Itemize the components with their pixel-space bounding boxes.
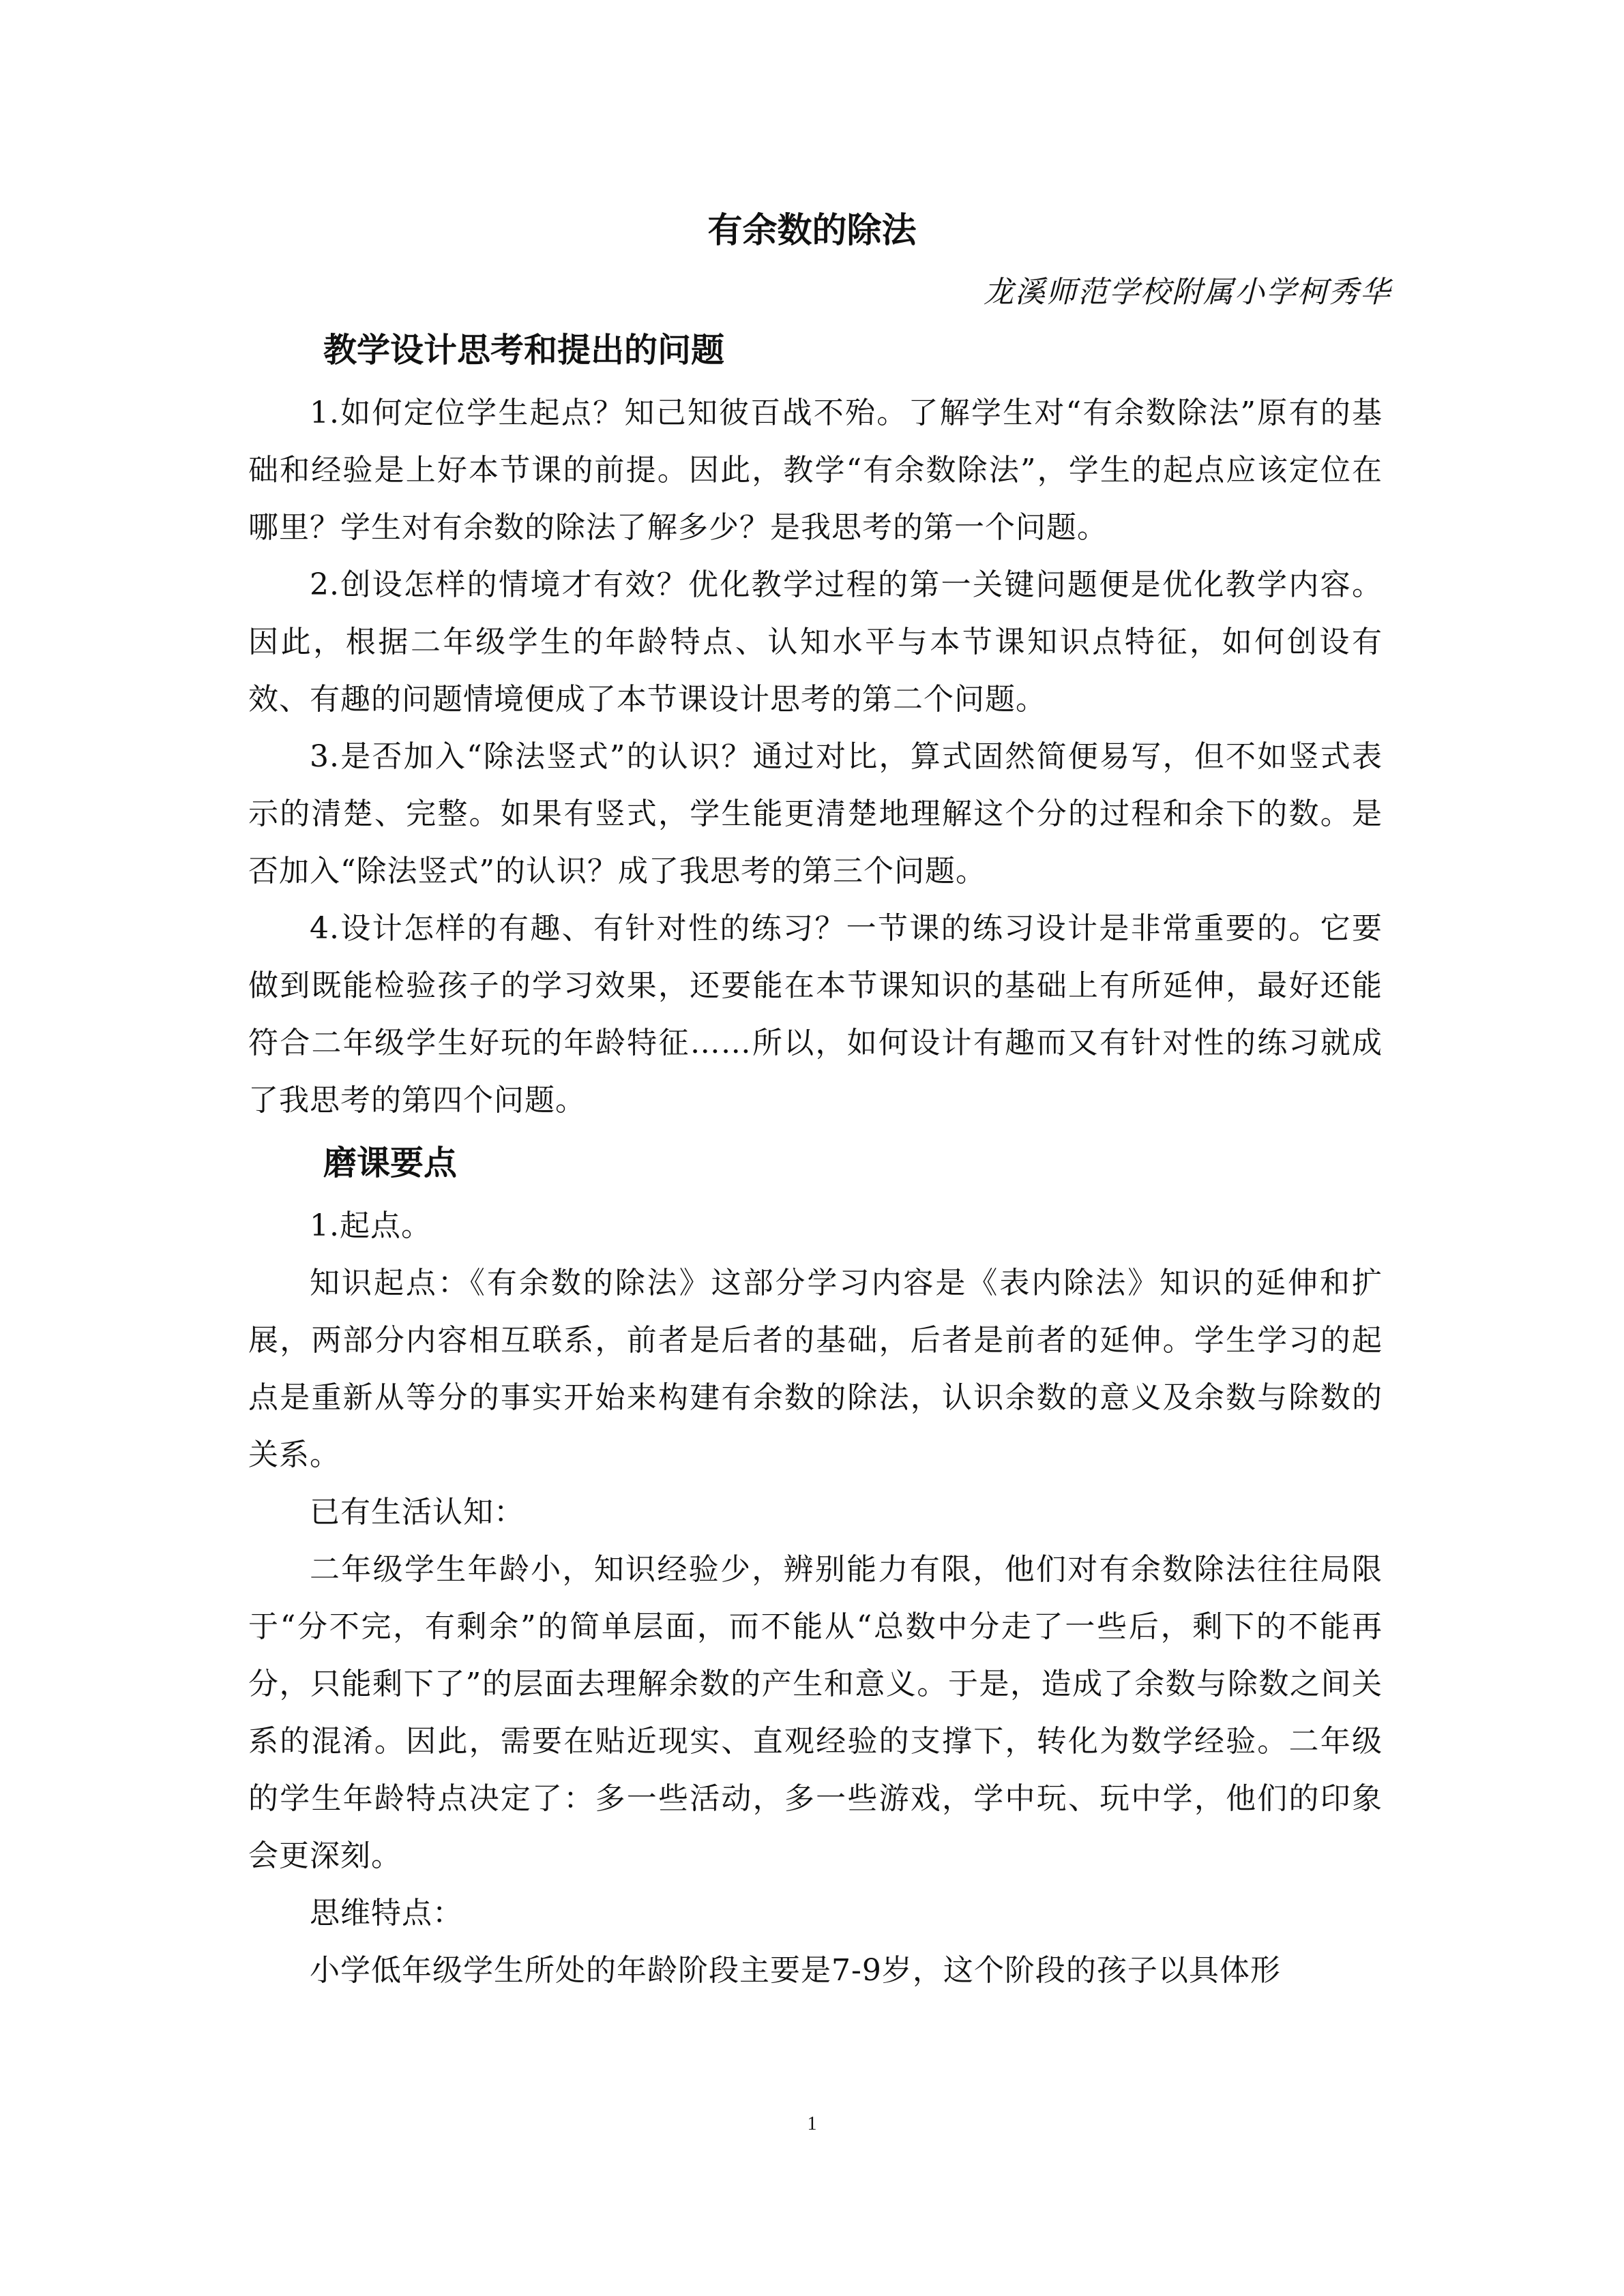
paragraph: 3.是否加入“除法竖式”的认识？通过对比，算式固然简便易写，但不如竖式表示的清楚、完整。如果有竖式，学生能更清楚地理解这个分的过程和余下的数。是否加入“除法竖式”的认识？成了我思考的第三个问题。 [248,739,1383,889]
paragraph: 4.设计怎样的有趣、有针对性的练习？一节课的练习设计是非常重要的。它要做到既能检验孩子的学习效果，还要能在本节课知识的基础上有所延伸，最好还能符合二年级学生好玩的年龄特征……所以，如何设计有趣而又有针对性的练习就成了我思考的第四个问题。 [248,911,1383,1118]
paragraph: 思维特点： [310,1896,463,1930]
document-title: 有余数的除法 [707,211,917,251]
document-body [248,326,1383,1999]
paragraph: 知识起点：《有余数的除法》这部分学习内容是《表内除法》知识的延伸和扩展，两部分内容相互联系，前者是后者的基础，后者是前者的延伸。学生学习的起点是重新从等分的事实开始来构建有余数的除法，认识余数的意义及余数与除数的关系。 [248,1266,1383,1472]
paragraph: 2.创设怎样的情境才有效？优化教学过程的第一关键问题便是优化教学内容。因此，根据二年级学生的年龄特点、认知水平与本节课知识点特征，如何创设有效、有趣的问题情境便成了本节课设计思考的第二个问题。 [248,567,1383,717]
section-heading-design-questions: 教学设计思考和提出的问题 [323,331,725,370]
paragraph: 已有生活认知： [310,1495,525,1530]
page-number: 1 [807,2113,817,2134]
paragraph: 1.如何定位学生起点？知己知彼百战不殆。了解学生对“有余数除法”原有的基础和经验是上好本节课的前提。因此，教学“有余数除法”，学生的起点应该定位在哪里？学生对有余数的除法了解多少？是我思考的第一个问题。 [248,396,1383,545]
paragraph: 小学低年级学生所处的年龄阶段主要是7-9岁，这个阶段的孩子以具体形 [310,1953,1281,1988]
paragraph: 1.起点。 [310,1208,432,1243]
section-heading-key-points: 磨课要点 [323,1144,458,1182]
author-line: 龙溪师范学校附属小学柯秀华 [984,275,1391,310]
paragraph: 二年级学生年龄小，知识经验少，辨别能力有限，他们对有余数除法往往局限于“分不完，有剩余”的简单层面，而不能从“总数中分走了一些后，剩下的不能再分，只能剩下了”的层面去理解余数的产生和意义。于是，造成了余数与除数之间关系的混淆。因此，需要在贴近现实、直观经验的支撑下，转化为数学经验。二年级的学生年龄特点决定了：多一些活动，多一些游戏，学中玩、玩中学，他们的印象会更深刻。 [248,1552,1383,1873]
